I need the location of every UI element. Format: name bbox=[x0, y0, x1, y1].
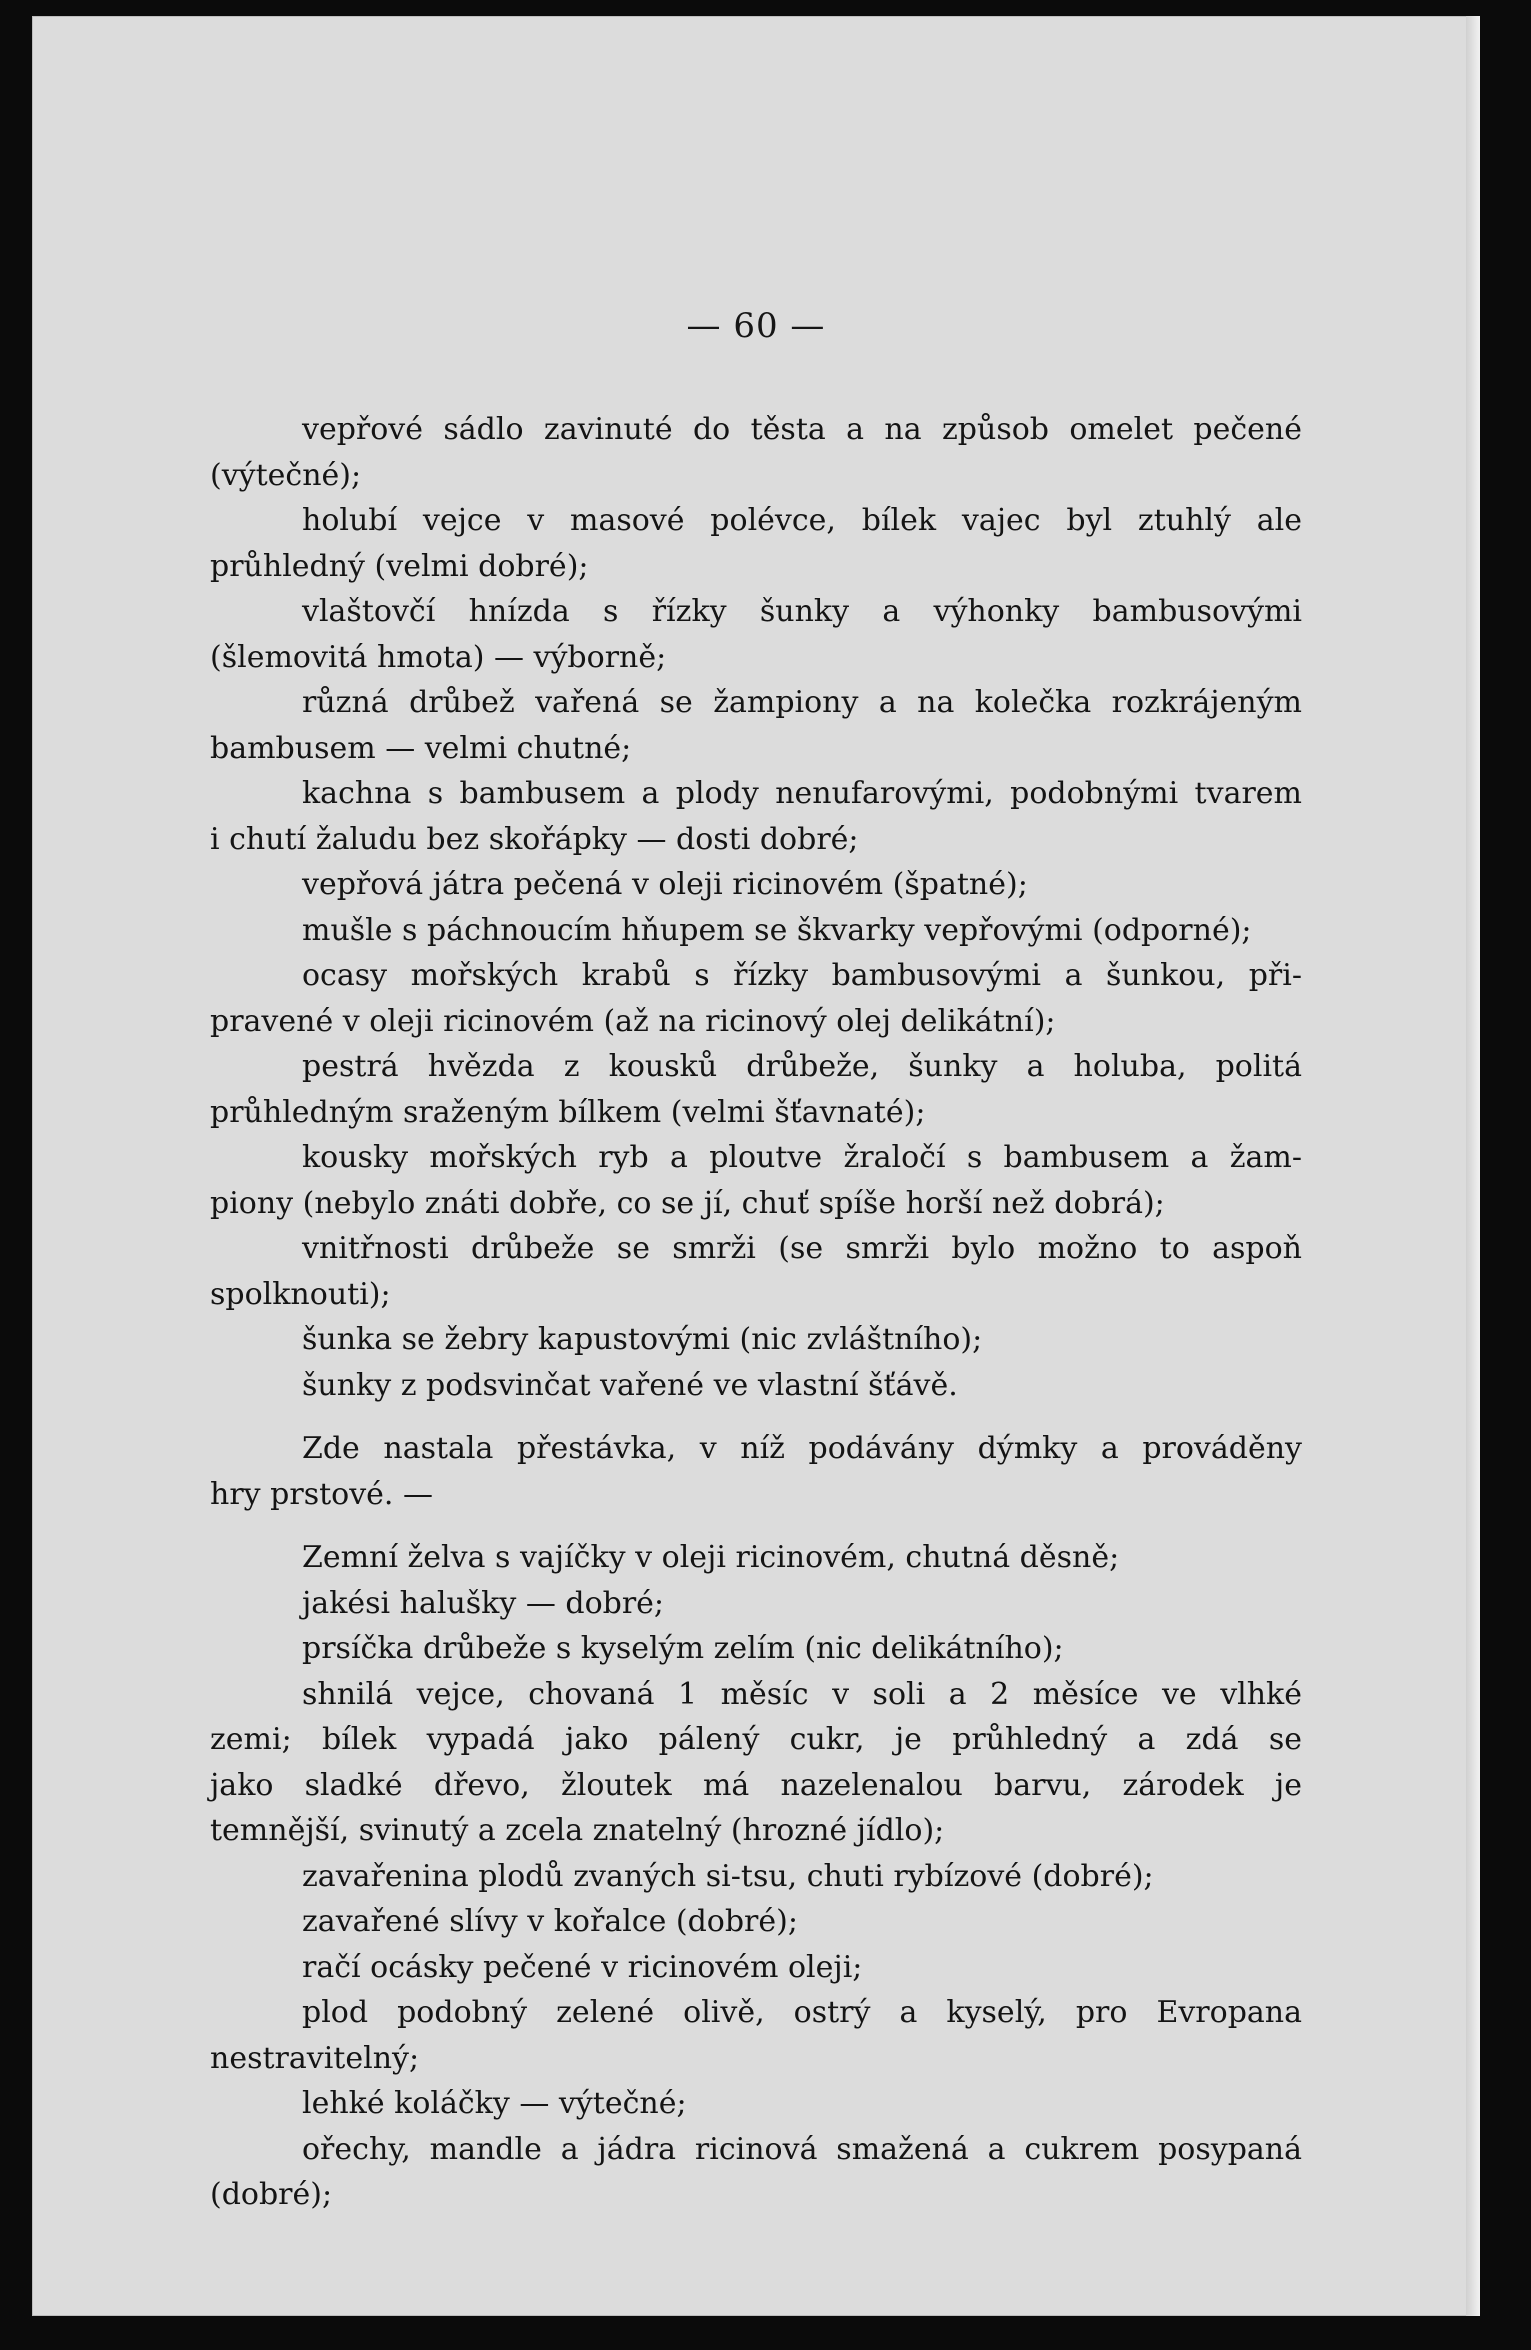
paragraph bbox=[210, 1581, 1302, 1627]
text-line: vepřové sádlo zavinuté do těsta a na způsob omelet pečené bbox=[302, 412, 1302, 447]
text-line: (šlemovitá hmota) — výborně; bbox=[210, 639, 667, 675]
text-line: pravené v oleji ricinovém (až na ricinový olej delikátní); bbox=[210, 1003, 1056, 1039]
text-line: průhledným sraženým bílkem (velmi šťavnaté); bbox=[210, 1094, 926, 1130]
page-number: — 60 — bbox=[686, 306, 826, 346]
text-line: piony (nebylo znáti dobře, co se jí, chuť spíše horší než dobrá); bbox=[210, 1185, 1165, 1221]
text-line: temnější, svinutý a zcela znatelný (hrozné jídlo); bbox=[210, 1813, 945, 1848]
paragraph bbox=[210, 771, 1302, 862]
section-gap bbox=[210, 1517, 1302, 1535]
text-line: spolknouti); bbox=[210, 1276, 391, 1312]
text-line: šunka se žebry kapustovými (nic zvláštního); bbox=[302, 1322, 983, 1357]
text-line: račí ocásky pečené v ricinovém oleji; bbox=[302, 1949, 863, 1985]
paragraph bbox=[210, 1626, 1302, 1672]
paragraph bbox=[210, 2127, 1302, 2218]
text-line: zavařenina plodů zvaných si-tsu, chuti rybízové (dobré); bbox=[302, 1858, 1154, 1894]
paragraph bbox=[210, 1226, 1302, 1317]
text-line: ocasy mořských krabů s řízky bambusovými a šunkou, při- bbox=[302, 958, 1302, 993]
paragraph bbox=[210, 2081, 1302, 2127]
text-line: zavařené slívy v kořalce (dobré); bbox=[302, 1904, 798, 1939]
text-line: jakési halušky — dobré; bbox=[302, 1585, 665, 1621]
book-page bbox=[32, 16, 1480, 2316]
text-line: šunky z podsvinčat vařené ve vlastní šťávě. bbox=[302, 1367, 958, 1403]
text-line: shnilá vejce, chovaná 1 měsíc v soli a 2 měsíce ve vlhké bbox=[302, 1676, 1302, 1712]
paragraph bbox=[210, 862, 1302, 908]
text-line: průhledný (velmi dobré); bbox=[210, 548, 589, 584]
text-line: i chutí žaludu bez skořápky — dosti dobré; bbox=[210, 821, 859, 857]
text-line: nestravitelný; bbox=[210, 2040, 420, 2076]
paragraph bbox=[210, 1317, 1302, 1363]
text-line: (dobré); bbox=[210, 2177, 333, 2212]
text-line: Zemní želva s vajíčky v oleji ricinovém, chutná děsně; bbox=[302, 1540, 1120, 1575]
paragraph bbox=[210, 1672, 1302, 1854]
text-line: zemi; bílek vypadá jako pálený cukr, je průhledný a zdá se bbox=[210, 1722, 1302, 1757]
paragraph bbox=[210, 953, 1302, 1044]
paragraph bbox=[210, 908, 1302, 954]
text-line: ořechy, mandle a jádra ricinová smažená a cukrem posypaná bbox=[302, 2131, 1302, 2167]
text-line: bambusem — velmi chutné; bbox=[210, 730, 632, 766]
text-line: různá drůbež vařená se žampiony a na kolečka rozkrájeným bbox=[302, 685, 1302, 720]
text-line: (výtečné); bbox=[210, 457, 362, 493]
text-line: mušle s páchnoucím hňupem se škvarky vepřovými (odporné); bbox=[302, 912, 1252, 948]
paragraph bbox=[210, 1426, 1302, 1517]
text-line: vnitřnosti drůbeže se smrži (se smrži bylo možno to aspoň bbox=[302, 1231, 1302, 1266]
paragraph bbox=[210, 589, 1302, 680]
body-text bbox=[210, 407, 1302, 2218]
text-line: lehké koláčky — výtečné; bbox=[302, 2086, 687, 2121]
text-line: vepřová játra pečená v oleji ricinovém (špatné); bbox=[302, 867, 1028, 902]
text-line: jako sladké dřevo, žloutek má nazelenalou barvu, zárodek je bbox=[210, 1767, 1302, 1803]
text-line: kousky mořských ryb a ploutve žraločí s bambusem a žam- bbox=[302, 1140, 1302, 1175]
text-line: Zde nastala přestávka, v níž podávány dýmky a prováděny bbox=[302, 1431, 1302, 1466]
text-line: vlaštovčí hnízda s řízky šunky a výhonky bambusovými bbox=[302, 594, 1302, 629]
text-line: hry prstové. — bbox=[210, 1476, 433, 1512]
paragraph bbox=[210, 1854, 1302, 1900]
paragraph bbox=[210, 1363, 1302, 1409]
paragraph bbox=[210, 1945, 1302, 1991]
text-line: pestrá hvězda z kousků drůbeže, šunky a holuba, politá bbox=[302, 1049, 1302, 1084]
paragraph bbox=[210, 1044, 1302, 1135]
page-edge bbox=[1466, 16, 1480, 2316]
paragraph bbox=[210, 407, 1302, 498]
paragraph bbox=[210, 498, 1302, 589]
text-line: kachna s bambusem a plody nenufarovými, podobnými tvarem bbox=[302, 776, 1302, 811]
paragraph bbox=[210, 1990, 1302, 2081]
text-line: holubí vejce v masové polévce, bílek vajec byl ztuhlý ale bbox=[302, 503, 1302, 538]
text-line: prsíčka drůbeže s kyselým zelím (nic delikátního); bbox=[302, 1631, 1064, 1666]
paragraph bbox=[210, 1535, 1302, 1581]
section-gap bbox=[210, 1408, 1302, 1426]
text-line: plod podobný zelené olivě, ostrý a kyselý, pro Evropana bbox=[302, 1995, 1302, 2030]
paragraph bbox=[210, 680, 1302, 771]
paragraph bbox=[210, 1135, 1302, 1226]
paragraph bbox=[210, 1899, 1302, 1945]
